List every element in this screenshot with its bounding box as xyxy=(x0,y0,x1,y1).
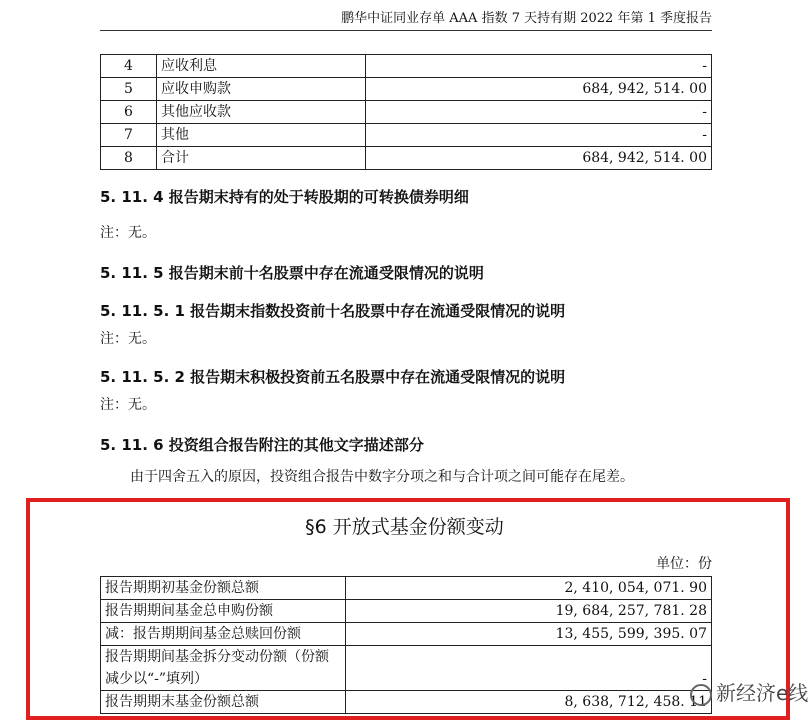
row-name: 应收申购款 xyxy=(157,78,366,101)
row-value: 684, 942, 514. 00 xyxy=(366,147,712,170)
row-value: 19, 684, 257, 781. 28 xyxy=(346,600,712,623)
watermark xyxy=(690,677,808,706)
row-value: - xyxy=(366,55,712,78)
table-row xyxy=(101,55,712,78)
table-row xyxy=(101,577,712,600)
watermark-text: 新经济e线 xyxy=(716,681,809,705)
row-number: 4 xyxy=(101,55,157,78)
fund-share-change-table xyxy=(100,576,712,714)
row-value: 2, 410, 054, 071. 90 xyxy=(346,577,712,600)
row-label: 报告期期初基金份额总额 xyxy=(101,577,346,600)
receivables-table xyxy=(100,54,712,170)
table-row xyxy=(101,101,712,124)
table-row xyxy=(101,691,712,714)
section-5-11-5-2-title: 5. 11. 5. 2 报告期末积极投资前五名股票中存在流通受限情况的说明 xyxy=(100,368,566,386)
row-label: 报告期期末基金份额总额 xyxy=(101,691,346,714)
table-row xyxy=(101,78,712,101)
table-row xyxy=(101,623,712,646)
section-5-11-5-1-note: 注：无。 xyxy=(100,331,156,347)
section-5-11-6-title: 5. 11. 6 投资组合报告附注的其他文字描述部分 xyxy=(100,436,424,454)
section-5-11-6-text: 由于四舍五入的原因，投资组合报告中数字分项之和与合计项之间可能存在尾差。 xyxy=(130,469,634,485)
unit-label: 单位：份 xyxy=(656,556,712,572)
row-number: 6 xyxy=(101,101,157,124)
row-number: 7 xyxy=(101,124,157,147)
table-row xyxy=(101,646,712,691)
section-6-title: §6 开放式基金份额变动 xyxy=(305,516,504,538)
row-name: 其他应收款 xyxy=(157,101,366,124)
row-name: 合计 xyxy=(157,147,366,170)
row-label: 报告期期间基金总申购份额 xyxy=(101,600,346,623)
row-label: 减：报告期期间基金总赎回份额 xyxy=(101,623,346,646)
table-row xyxy=(101,147,712,170)
row-value: - xyxy=(346,646,712,691)
table-row xyxy=(101,600,712,623)
wechat-logo-icon xyxy=(690,684,712,706)
section-5-11-4-note: 注：无。 xyxy=(100,225,156,241)
row-value: - xyxy=(366,101,712,124)
row-value: 8, 638, 712, 458. 11 xyxy=(346,691,712,714)
row-value: 13, 455, 599, 395. 07 xyxy=(346,623,712,646)
table-row xyxy=(101,124,712,147)
row-number: 8 xyxy=(101,147,157,170)
row-name: 应收利息 xyxy=(157,55,366,78)
row-value: 684, 942, 514. 00 xyxy=(366,78,712,101)
row-number: 5 xyxy=(101,78,157,101)
section-5-11-5-2-note: 注：无。 xyxy=(100,397,156,413)
section-5-11-4-title: 5. 11. 4 报告期末持有的处于转股期的可转换债券明细 xyxy=(100,188,469,206)
section-5-11-5-1-title: 5. 11. 5. 1 报告期末指数投资前十名股票中存在流通受限情况的说明 xyxy=(100,302,566,320)
row-name: 其他 xyxy=(157,124,366,147)
section-5-11-5-title: 5. 11. 5 报告期末前十名股票中存在流通受限情况的说明 xyxy=(100,264,484,282)
row-label: 报告期期间基金拆分变动份额（份额减少以“-”填列） xyxy=(101,646,346,691)
row-value: - xyxy=(366,124,712,147)
page-header: 鹏华中证同业存单 AAA 指数 7 天持有期 2022 年第 1 季度报告 xyxy=(100,8,712,31)
